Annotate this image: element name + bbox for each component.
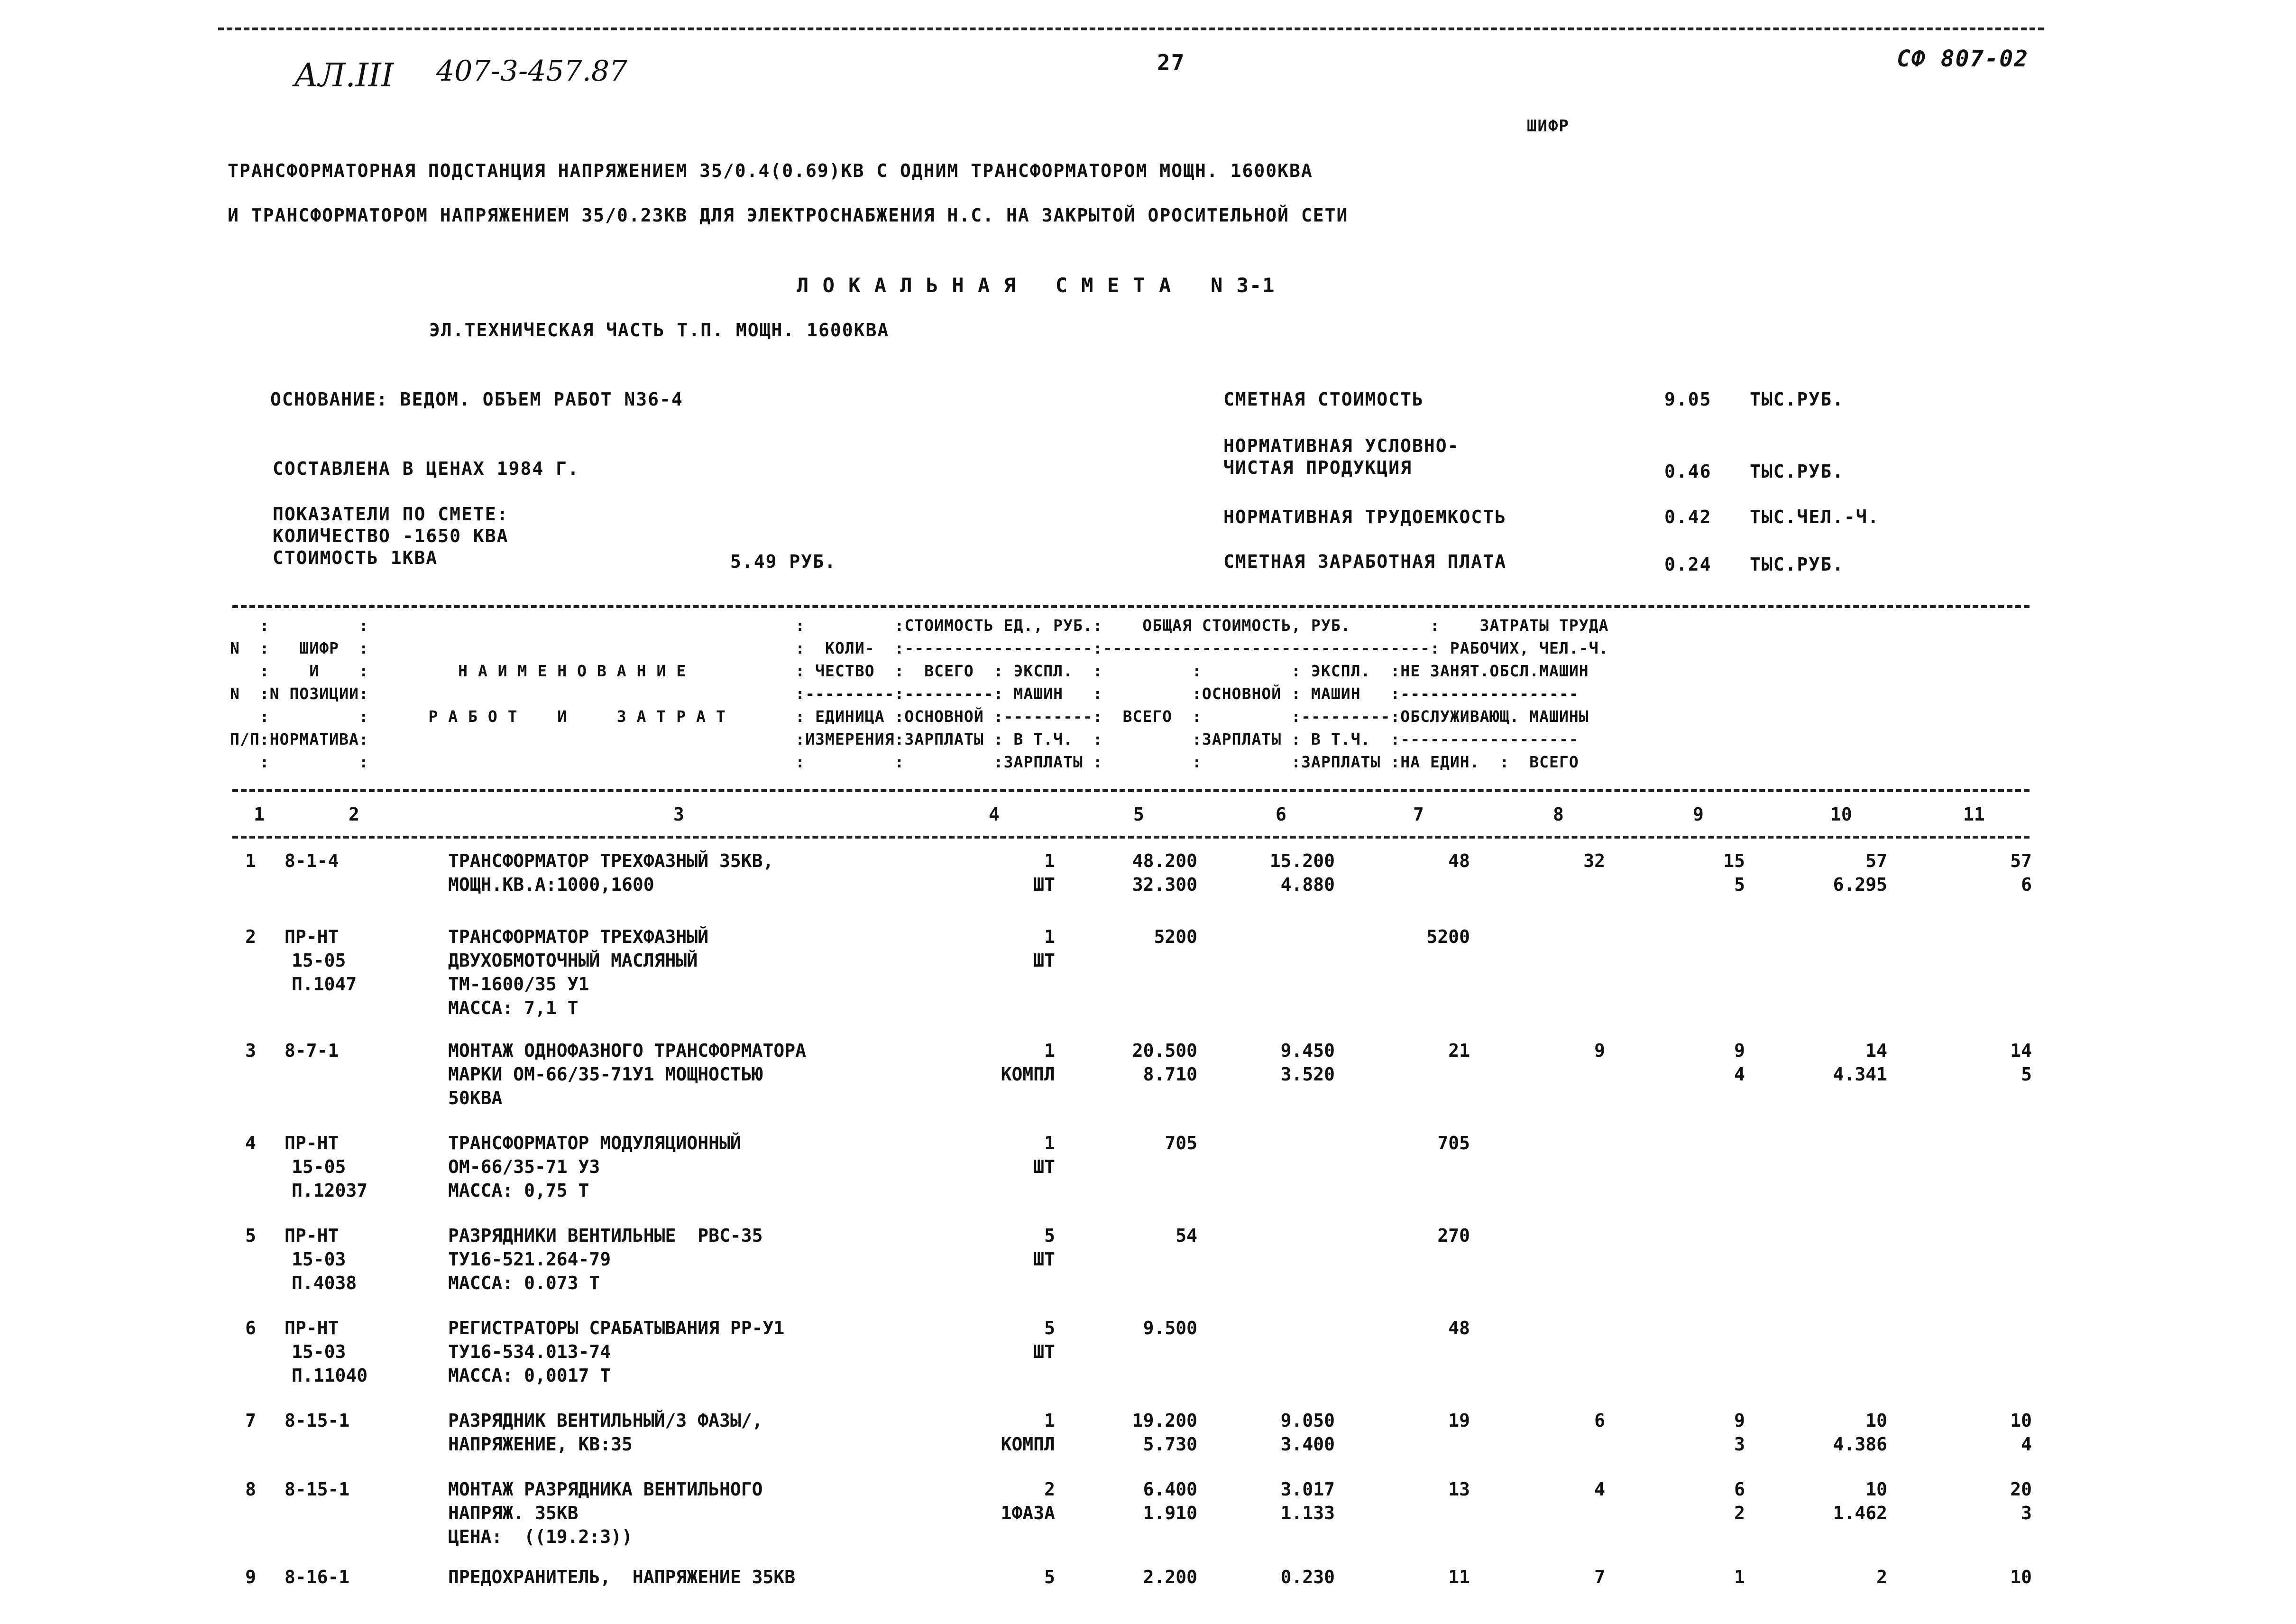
item-name: МАССА: 0,0017 Т xyxy=(448,1365,611,1386)
position-code: 15-05 xyxy=(292,950,346,971)
cell-c5: 5200 xyxy=(1154,926,1197,947)
net-value: 0.46 xyxy=(1664,461,1712,482)
cell-c5: 9.500 xyxy=(1143,1318,1197,1338)
position-code: П.4038 xyxy=(292,1273,357,1293)
cell-qty: 5 xyxy=(1044,1318,1055,1338)
cell-c9: 9 xyxy=(1734,1040,1745,1061)
cell-c7: 11 xyxy=(1448,1567,1470,1587)
cell-c5: 20.500 xyxy=(1132,1040,1197,1061)
position-code: ПР-НТ xyxy=(285,1318,339,1338)
row-number: 1 xyxy=(245,850,256,871)
unit-cost-value: 5.49 РУБ. xyxy=(730,551,836,572)
cell-c10: 10 xyxy=(1865,1410,1887,1431)
cell-c5: 705 xyxy=(1165,1133,1197,1153)
cost-label: СМЕТНАЯ СТОИМОСТЬ xyxy=(1223,389,1424,410)
cell-c7: 19 xyxy=(1448,1410,1470,1431)
cell-c9: 9 xyxy=(1734,1410,1745,1431)
cell-qty: ШТ xyxy=(1033,950,1055,971)
item-name: ТРАНСФОРМАТОР ТРЕХФАЗНЫЙ xyxy=(448,926,709,947)
cell-qty: 2 xyxy=(1044,1479,1055,1500)
item-name: МАССА: 0.073 Т xyxy=(448,1273,600,1293)
cell-c11: 10 xyxy=(2010,1567,2032,1587)
position-code: ПР-НТ xyxy=(285,1133,339,1153)
cell-c6: 9.050 xyxy=(1280,1410,1335,1431)
net-label-1: НОРМАТИВНАЯ УСЛОВНО- xyxy=(1223,435,1460,456)
position-code: 8-16-1 xyxy=(285,1567,350,1587)
cell-c11: 3 xyxy=(2021,1503,2032,1523)
column-number: 3 xyxy=(673,804,684,825)
cell-c9: 3 xyxy=(1734,1434,1745,1455)
item-name: 50КВА xyxy=(448,1088,503,1108)
cell-c6: 3.400 xyxy=(1280,1434,1335,1455)
cell-c10: 57 xyxy=(1865,850,1887,871)
item-name: НАПРЯЖЕНИЕ, КВ:35 xyxy=(448,1434,633,1455)
item-name: МАССА: 0,75 Т xyxy=(448,1180,589,1201)
cell-c10: 4.386 xyxy=(1833,1434,1887,1455)
cell-c11: 4 xyxy=(2021,1434,2032,1455)
cell-c10: 1.462 xyxy=(1833,1503,1887,1523)
cell-c5: 2.200 xyxy=(1143,1567,1197,1587)
cell-c9: 1 xyxy=(1734,1567,1745,1587)
column-number: 8 xyxy=(1553,804,1564,825)
position-code: ПР-НТ xyxy=(285,1225,339,1246)
cell-c10: 14 xyxy=(1865,1040,1887,1061)
item-name: МАРКИ ОМ-66/35-71У1 МОЩНОСТЬЮ xyxy=(448,1064,763,1085)
row-number: 2 xyxy=(245,926,256,947)
cell-c7: 13 xyxy=(1448,1479,1470,1500)
cell-c7: 270 xyxy=(1437,1225,1470,1246)
cell-qty: ШТ xyxy=(1033,874,1055,895)
top-dashed-rule xyxy=(218,28,2044,30)
header-line: : : : :СТОИМОСТЬ ЕД., РУБ.: ОБЩАЯ СТОИМОСТЬ, РУБ. : ЗАТРАТЫ ТРУДА xyxy=(230,616,1609,635)
cell-c5: 54 xyxy=(1176,1225,1197,1246)
cell-qty: 1 xyxy=(1044,1410,1055,1431)
cell-c8: 9 xyxy=(1594,1040,1605,1061)
header-line: : И : Н А И М Е Н О В А Н И Е : ЧЕСТВО : ВСЕГО : ЭКСПЛ. : : : ЭКСПЛ. :НЕ ЗАНЯТ.ОБСЛ.МАШИН xyxy=(230,662,1589,680)
cost-unit: ТЫС.РУБ. xyxy=(1750,389,1845,410)
header-line: П/П:НОРМАТИВА: :ИЗМЕРЕНИЯ:ЗАРПЛАТЫ : В Т.Ч. : :ЗАРПЛАТЫ : В Т.Ч. :------------------ xyxy=(230,730,1579,748)
item-name: ТУ16-534.013-74 xyxy=(448,1341,611,1362)
title-line-2: И ТРАНСФОРМАТОРОМ НАПРЯЖЕНИЕМ 35/0.23КВ ДЛЯ ЭЛЕКТРОСНАБЖЕНИЯ Н.С. НА ЗАКРЫТОЙ ОРОСИТЕЛЬНОЙ СЕТИ xyxy=(228,205,1349,226)
cell-c5: 5.730 xyxy=(1143,1434,1197,1455)
estimate-subtitle: ЭЛ.ТЕХНИЧЕСКАЯ ЧАСТЬ Т.П. МОЩН. 1600КВА xyxy=(429,320,890,341)
position-code: 8-1-4 xyxy=(285,850,339,871)
cell-c9: 2 xyxy=(1734,1503,1745,1523)
cell-qty: 5 xyxy=(1044,1567,1055,1587)
cell-c7: 48 xyxy=(1448,850,1470,871)
estimate-title: Л О К А Л Ь Н А Я С М Е Т А N 3-1 xyxy=(797,274,1276,297)
unit-cost-label: СТОИМОСТЬ 1КВА xyxy=(273,547,438,568)
item-name: МАССА: 7,1 Т xyxy=(448,997,579,1018)
handwritten-number: 407-3-457.87 xyxy=(436,55,628,88)
cell-qty: КОМПЛ xyxy=(1001,1434,1055,1455)
position-code: 15-05 xyxy=(292,1156,346,1177)
basis: ОСНОВАНИЕ: ВЕДОМ. ОБЪЕМ РАБОТ N36-4 xyxy=(270,389,683,410)
table-top-rule xyxy=(232,605,2030,608)
cell-c7: 705 xyxy=(1437,1133,1470,1153)
cell-c5: 48.200 xyxy=(1132,850,1197,871)
cell-c7: 48 xyxy=(1448,1318,1470,1338)
column-numbers-rule xyxy=(232,836,2030,839)
handwritten-code: АЛ.III xyxy=(294,57,394,94)
wage-label: СМЕТНАЯ ЗАРАБОТНАЯ ПЛАТА xyxy=(1223,551,1507,572)
cell-c5: 19.200 xyxy=(1132,1410,1197,1431)
item-name: ТМ-1600/35 У1 xyxy=(448,974,589,995)
shifr-label: ШИФР xyxy=(1527,117,1570,136)
item-name: МОНТАЖ РАЗРЯДНИКА ВЕНТИЛЬНОГО xyxy=(448,1479,763,1500)
row-number: 8 xyxy=(245,1479,256,1500)
column-number: 10 xyxy=(1830,804,1852,825)
column-number: 7 xyxy=(1413,804,1424,825)
row-number: 4 xyxy=(245,1133,256,1153)
cell-qty: 5 xyxy=(1044,1225,1055,1246)
row-number: 5 xyxy=(245,1225,256,1246)
cell-c5: 6.400 xyxy=(1143,1479,1197,1500)
item-name: РАЗРЯДНИКИ ВЕНТИЛЬНЫЕ РВС-35 xyxy=(448,1225,763,1246)
header-line: : : Р А Б О Т И З А Т Р А Т : ЕДИНИЦА :ОСНОВНОЙ :---------: ВСЕГО : :---------:ОБСЛУЖИВАЮЩ. МАШИНЫ xyxy=(230,707,1589,726)
cell-qty: ШТ xyxy=(1033,1249,1055,1270)
cell-c6: 15.200 xyxy=(1269,850,1335,871)
row-number: 3 xyxy=(245,1040,256,1061)
cell-c9: 4 xyxy=(1734,1064,1745,1085)
cell-c11: 14 xyxy=(2010,1040,2032,1061)
cell-c6: 1.133 xyxy=(1280,1503,1335,1523)
position-code: 8-7-1 xyxy=(285,1040,339,1061)
cell-qty: 1 xyxy=(1044,1040,1055,1061)
title-line-1: ТРАНСФОРМАТОРНАЯ ПОДСТАНЦИЯ НАПРЯЖЕНИЕМ 35/0.4(0.69)КВ С ОДНИМ ТРАНСФОРМАТОРОМ МОЩН. 1600КВА xyxy=(228,160,1313,181)
cell-qty: 1 xyxy=(1044,926,1055,947)
cell-c11: 10 xyxy=(2010,1410,2032,1431)
labor-label: НОРМАТИВНАЯ ТРУДОЕМКОСТЬ xyxy=(1223,507,1507,527)
cell-c8: 6 xyxy=(1594,1410,1605,1431)
cell-c7: 5200 xyxy=(1426,926,1470,947)
item-name: ПРЕДОХРАНИТЕЛЬ, НАПРЯЖЕНИЕ 35КВ xyxy=(448,1567,796,1587)
cell-c9: 5 xyxy=(1734,874,1745,895)
cell-c11: 5 xyxy=(2021,1064,2032,1085)
item-name: МОЩН.КВ.А:1000,1600 xyxy=(448,874,654,895)
column-number: 9 xyxy=(1693,804,1704,825)
net-unit: ТЫС.РУБ. xyxy=(1750,461,1845,482)
cell-qty: 1ФАЗА xyxy=(1001,1503,1055,1523)
cell-c8: 32 xyxy=(1583,850,1605,871)
cell-c10: 6.295 xyxy=(1833,874,1887,895)
labor-value: 0.42 xyxy=(1664,507,1712,527)
cell-qty: 1 xyxy=(1044,1133,1055,1153)
position-code: 15-03 xyxy=(292,1341,346,1362)
page-number: 27 xyxy=(1157,50,1185,75)
cell-c6: 3.017 xyxy=(1280,1479,1335,1500)
column-number: 6 xyxy=(1276,804,1286,825)
item-name: РАЗРЯДНИК ВЕНТИЛЬНЫЙ/3 ФАЗЫ/, xyxy=(448,1410,763,1431)
cell-c9: 6 xyxy=(1734,1479,1745,1500)
item-name: ТРАНСФОРМАТОР МОДУЛЯЦИОННЫЙ xyxy=(448,1133,741,1153)
cell-c6: 0.230 xyxy=(1280,1567,1335,1587)
cell-c6: 3.520 xyxy=(1280,1064,1335,1085)
position-code: П.11040 xyxy=(292,1365,368,1386)
position-code: П.12037 xyxy=(292,1180,368,1201)
indicators-label: ПОКАЗАТЕЛИ ПО СМЕТЕ: xyxy=(273,504,509,525)
row-number: 9 xyxy=(245,1567,256,1587)
column-number: 11 xyxy=(1963,804,1985,825)
cell-c11: 6 xyxy=(2021,874,2032,895)
cell-c6: 9.450 xyxy=(1280,1040,1335,1061)
cell-c5: 1.910 xyxy=(1143,1503,1197,1523)
cell-c10: 2 xyxy=(1876,1567,1887,1587)
cell-qty: 1 xyxy=(1044,850,1055,871)
column-number: 1 xyxy=(254,804,265,825)
row-number: 6 xyxy=(245,1318,256,1338)
position-code: ПР-НТ xyxy=(285,926,339,947)
header-line: N : ШИФР : : КОЛИ- :-------------------:---------------------------------: РАБОЧИХ, ЧЕЛ.-Ч. xyxy=(230,639,1609,657)
net-label-2: ЧИСТАЯ ПРОДУКЦИЯ xyxy=(1223,457,1413,478)
position-code: П.1047 xyxy=(292,974,357,995)
item-name: ЦЕНА: ((19.2:3)) xyxy=(448,1526,633,1547)
item-name: ТРАНСФОРМАТОР ТРЕХФАЗНЫЙ 35КВ, xyxy=(448,850,774,871)
header-bottom-rule xyxy=(232,789,2030,792)
position-code: 8-15-1 xyxy=(285,1479,350,1500)
cell-c11: 20 xyxy=(2010,1479,2032,1500)
item-name: НАПРЯЖ. 35КВ xyxy=(448,1503,579,1523)
prices: СОСТАВЛЕНА В ЦЕНАХ 1984 Г. xyxy=(273,458,579,479)
column-number: 2 xyxy=(349,804,359,825)
labor-unit: ТЫС.ЧЕЛ.-Ч. xyxy=(1750,507,1880,527)
cell-c10: 4.341 xyxy=(1833,1064,1887,1085)
cost-value: 9.05 xyxy=(1664,389,1712,410)
cell-c5: 8.710 xyxy=(1143,1064,1197,1085)
quantity-indicator: КОЛИЧЕСТВО -1650 КВА xyxy=(273,526,509,546)
cell-qty: КОМПЛ xyxy=(1001,1064,1055,1085)
row-number: 7 xyxy=(245,1410,256,1431)
cell-qty: ШТ xyxy=(1033,1341,1055,1362)
item-name: МОНТАЖ ОДНОФАЗНОГО ТРАНСФОРМАТОРА xyxy=(448,1040,806,1061)
item-name: РЕГИСТРАТОРЫ СРАБАТЫВАНИЯ РР-У1 xyxy=(448,1318,785,1338)
item-name: ДВУХОБМОТОЧНЫЙ МАСЛЯНЫЙ xyxy=(448,950,698,971)
cell-c9: 15 xyxy=(1723,850,1745,871)
item-name: ОМ-66/35-71 У3 xyxy=(448,1156,600,1177)
cell-c7: 21 xyxy=(1448,1040,1470,1061)
cell-c5: 32.300 xyxy=(1132,874,1197,895)
cell-c6: 4.880 xyxy=(1280,874,1335,895)
cell-c8: 4 xyxy=(1594,1479,1605,1500)
wage-unit: ТЫС.РУБ. xyxy=(1750,554,1845,575)
position-code: 8-15-1 xyxy=(285,1410,350,1431)
document-code: СФ 807-02 xyxy=(1897,46,2029,72)
header-line: N :N ПОЗИЦИИ: :---------:---------: МАШИН : :ОСНОВНОЙ : МАШИН :------------------ xyxy=(230,684,1579,703)
column-number: 5 xyxy=(1133,804,1144,825)
cell-c10: 10 xyxy=(1865,1479,1887,1500)
column-number: 4 xyxy=(989,804,1000,825)
header-line: : : : : :ЗАРПЛАТЫ : : :ЗАРПЛАТЫ :НА ЕДИН. : ВСЕГО xyxy=(230,753,1579,771)
cell-c11: 57 xyxy=(2010,850,2032,871)
wage-value: 0.24 xyxy=(1664,554,1712,575)
item-name: ТУ16-521.264-79 xyxy=(448,1249,611,1270)
cell-qty: ШТ xyxy=(1033,1156,1055,1177)
cell-c8: 7 xyxy=(1594,1567,1605,1587)
position-code: 15-03 xyxy=(292,1249,346,1270)
